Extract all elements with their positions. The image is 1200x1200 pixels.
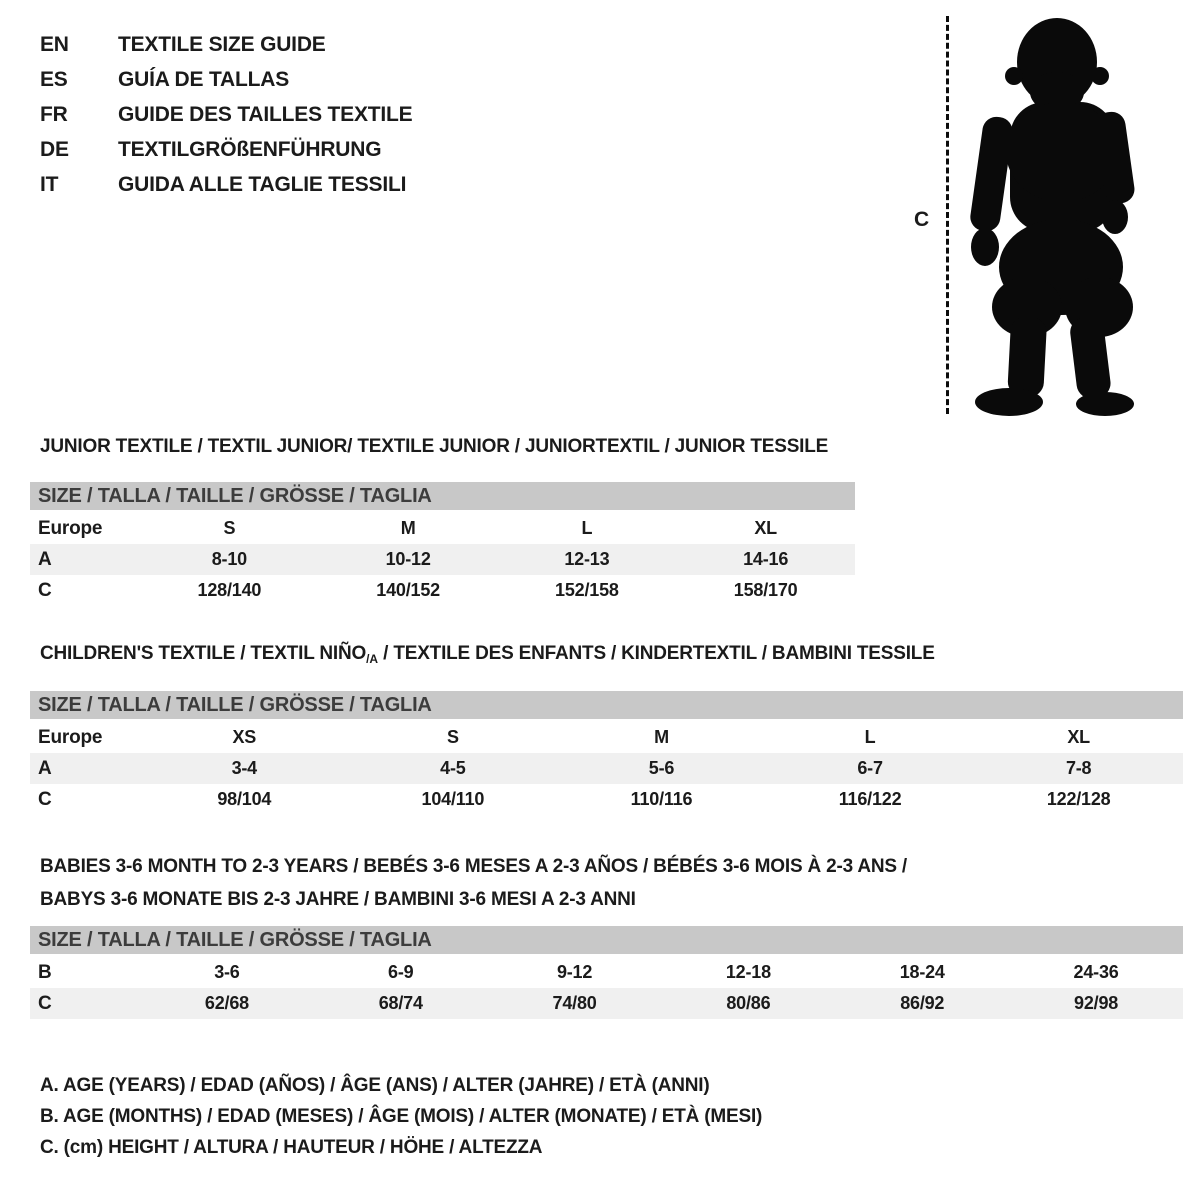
table-cell: 9-12: [556, 962, 593, 982]
toddler-silhouette-icon: [965, 12, 1140, 420]
language-row: [40, 132, 412, 167]
table-cell: 98/104: [217, 789, 272, 809]
size-table-header: SIZE / TALLA / TAILLE / GRÖSSE / TAGLIA: [30, 691, 1183, 719]
row-label: Europe: [38, 517, 103, 539]
row-label: A: [38, 548, 52, 570]
table-cell: 74/80: [552, 993, 597, 1013]
table-cell: 24-36: [1073, 962, 1119, 982]
table-cell: 68/74: [378, 993, 423, 1013]
table-cell: XL: [1067, 727, 1090, 747]
section-title-line: BABIES 3-6 MONTH TO 2-3 YEARS / BEBÉS 3-6 MESES A 2-3 AÑOS / BÉBÉS 3-6 MOIS À 2-3 ANS /: [40, 856, 908, 877]
row-label: C: [38, 788, 52, 810]
table-cell: S: [223, 518, 236, 538]
table-row-age-years: [30, 753, 1183, 784]
table-cell: 6-9: [388, 962, 414, 982]
table-row-age-years: [30, 544, 855, 575]
legend-line-age-months: B. AGE (MONTHS) / EDAD (MESES) / ÂGE (MOIS) / ALTER (MONATE) / ETÀ (MESI): [40, 1106, 763, 1127]
row-label: C: [38, 579, 52, 601]
table-cell: 92/98: [1074, 993, 1119, 1013]
language-code: DE: [40, 138, 69, 161]
table-cell: 4-5: [440, 758, 466, 778]
table-cell: 110/116: [630, 789, 693, 809]
table-cell: XL: [754, 518, 777, 538]
junior-size-table: [30, 482, 855, 606]
language-code: FR: [40, 103, 68, 126]
table-cell: 3-6: [214, 962, 240, 982]
table-cell: 10-12: [385, 549, 431, 569]
table-cell: 86/92: [900, 993, 945, 1013]
table-cell: M: [400, 518, 416, 538]
section-title-subscript: /A: [366, 652, 379, 666]
language-code: IT: [40, 173, 59, 196]
table-row-europe: [30, 722, 1183, 753]
size-table-header: SIZE / TALLA / TAILLE / GRÖSSE / TAGLIA: [30, 926, 1183, 954]
table-cell: 8-10: [211, 549, 247, 569]
section-title-text: / TEXTILE DES ENFANTS / KINDERTEXTIL / BAMBINI TESSILE: [378, 643, 935, 664]
table-cell: L: [864, 727, 876, 747]
table-cell: 140/152: [376, 580, 440, 600]
legend-line-age-years: A. AGE (YEARS) / EDAD (AÑOS) / ÂGE (ANS) / ALTER (JAHRE) / ETÀ (ANNI): [40, 1075, 710, 1096]
language-code: EN: [40, 33, 69, 56]
babies-size-table: [30, 926, 1183, 1019]
measurement-legend: [40, 1070, 762, 1163]
guide-title: TEXTILGRÖßENFÜHRUNG: [118, 138, 382, 161]
table-cell: 122/128: [1046, 789, 1111, 809]
language-code: ES: [40, 68, 68, 91]
children-size-table: [30, 691, 1183, 815]
table-row-europe: [30, 513, 855, 544]
table-cell: 152/158: [555, 580, 619, 600]
table-cell: 5-6: [648, 758, 675, 778]
row-label: C: [38, 992, 52, 1014]
language-row: [40, 97, 412, 132]
language-row: [40, 167, 412, 202]
table-row-age-months: [30, 957, 1183, 988]
table-cell: 80/86: [726, 993, 771, 1013]
table-cell: M: [654, 727, 669, 747]
table-cell: 3-4: [231, 758, 257, 778]
guide-title: GUIDE DES TAILLES TEXTILE: [118, 103, 413, 126]
language-title-list: [40, 27, 412, 202]
table-cell: 116/122: [838, 789, 902, 809]
table-row-height: [30, 575, 855, 606]
row-label: A: [38, 757, 52, 779]
section-title-line: BABYS 3-6 MONATE BIS 2-3 JAHRE / BAMBINI 3-6 MESI A 2-3 ANNI: [40, 889, 636, 910]
section-title-junior: JUNIOR TEXTILE / TEXTIL JUNIOR/ TEXTILE JUNIOR / JUNIORTEXTIL / JUNIOR TESSILE: [40, 436, 829, 457]
table-cell: 7-8: [1065, 758, 1092, 778]
row-label: B: [38, 961, 52, 983]
size-table-header: SIZE / TALLA / TAILLE / GRÖSSE / TAGLIA: [30, 482, 855, 510]
guide-title: GUÍA DE TALLAS: [118, 68, 290, 91]
table-row-height: [30, 784, 1183, 815]
table-cell: 62/68: [204, 993, 249, 1013]
language-row: [40, 62, 412, 97]
table-cell: 6-7: [857, 758, 883, 778]
language-row: [40, 27, 412, 62]
table-cell: 104/110: [421, 789, 485, 809]
table-row-height: [30, 988, 1183, 1019]
table-cell: L: [581, 518, 593, 538]
table-cell: 128/140: [197, 580, 262, 600]
section-title-babies: [40, 850, 907, 916]
table-cell: S: [446, 727, 459, 747]
section-title-children: [40, 643, 935, 666]
table-cell: XS: [232, 727, 257, 747]
table-cell: 158/170: [733, 580, 798, 600]
height-measure-label: C: [914, 208, 929, 231]
guide-title: GUIDA ALLE TAGLIE TESSILI: [118, 173, 407, 196]
table-cell: 12-18: [725, 962, 771, 982]
table-cell: 12-13: [564, 549, 610, 569]
row-label: Europe: [38, 726, 103, 748]
guide-title: TEXTILE SIZE GUIDE: [118, 33, 326, 56]
table-cell: 18-24: [899, 962, 945, 982]
section-title-text: CHILDREN'S TEXTILE / TEXTIL NIÑO: [40, 643, 367, 664]
height-measure-line: [946, 16, 949, 414]
table-cell: 14-16: [743, 549, 789, 569]
legend-line-height: C. (cm) HEIGHT / ALTURA / HAUTEUR / HÖHE / ALTEZZA: [40, 1137, 543, 1158]
